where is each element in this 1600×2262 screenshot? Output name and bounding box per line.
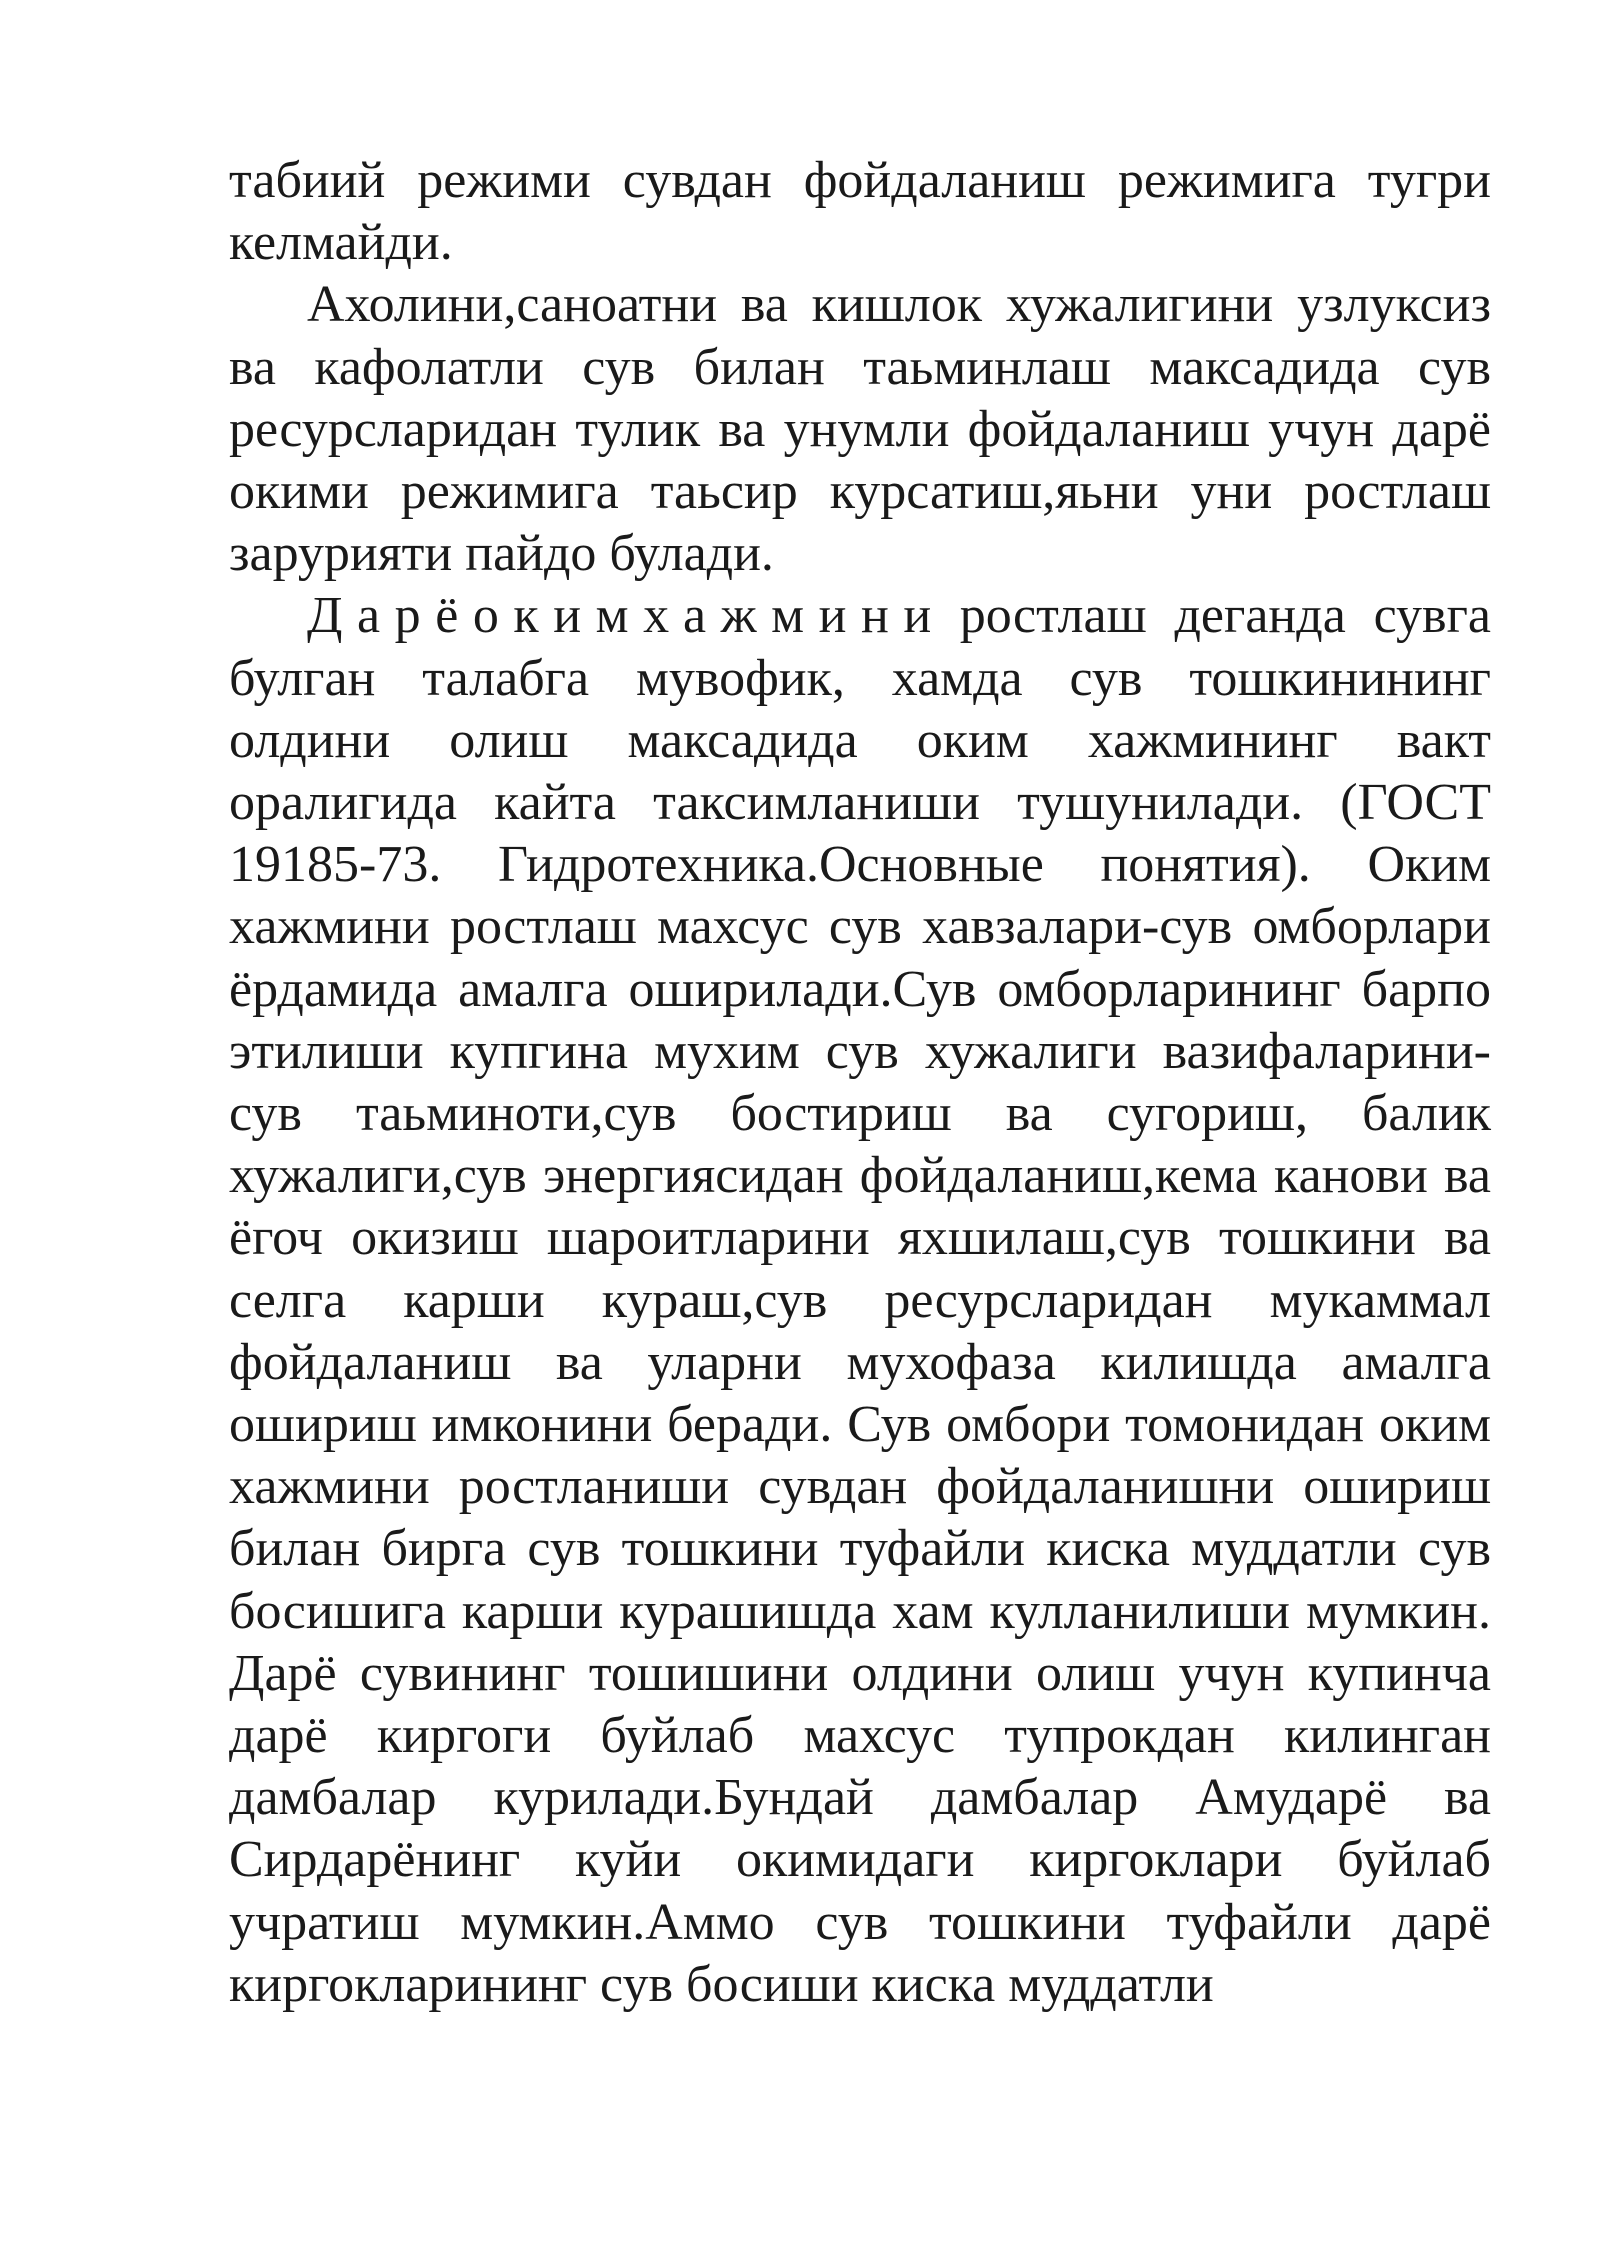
paragraph-continuation: табиий режими сувдан фойдаланиш режимига тугри келмайди. [229,152,1491,272]
paragraph-water-supply: Ахолини,саноатни ва кишлок хужалигини узлуксиз ва кафолатли сув билан таьминлаш максадида сув ресурсларидан тулик ва унумли фойдаланиш учун дарё окими режимига таьсир курсатиш,яьни уни ростлаш зарурияти пайдо булади. [229,276,1491,583]
spaced-term: Дарёокимхажмини [307,587,946,645]
document-page [229,150,1491,2016]
paragraph-flow-regulation-text: ростлаш деганда сувга булган талабга мувофик, хамда сув тошкинининг олдини олиш максадида оким хажмининг вакт оралигида кайта таксимланиши тушунилади. (ГОСТ 19185-73. Гидротехника.Основные понятия). Оким хажмини ростлаш махсус сув хавзалари-сув омборлари ёрдамида амалга оширилади.Сув омборларининг барпо этилиши купгина мухим сув хужалиги вазифаларини-сув таьминоти,сув бостириш ва сугориш, балик хужалиги,сув энергиясидан фойдаланиш,кема канови ва ёгоч окизиш шароитларини яхшилаш,сув тошкини ва селга карши кураш,сув ресурсларидан мукаммал фойдаланиш ва уларни мухофаза килишда амалга ошириш имконини беради. Сув омбори томонидан оким хажмини ростланиши сувдан фойдаланишни ошириш билан бирга сув тошкини туфайли киска муддатли сув босишига карши курашишда хам кулланилиши мумкин. Дарё сувининг тошишини олдини олиш учун купинча дарё киргоги буйлаб махсус тупрокдан килинган дамбалар курилади.Бундай дамбалар Амударё ва Сирдарёнинг куйи окимидаги киргоклари буйлаб учратиш мумкин.Аммо сув тошкини туфайли дарё киргокларининг сув босиши киска муддатли [229,587,1491,2013]
paragraph-flow-regulation [229,585,1491,2016]
